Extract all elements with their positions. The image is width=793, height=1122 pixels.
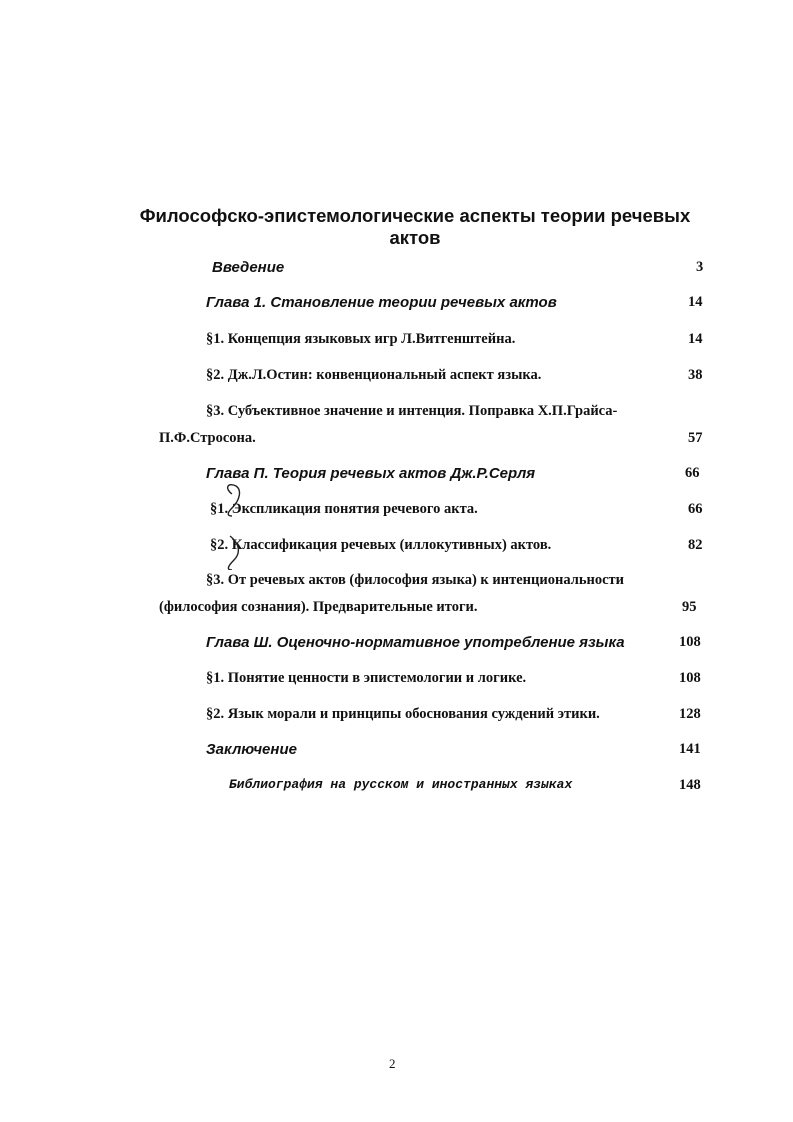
toc-entry-conclusion: [0, 741, 793, 763]
toc-entry-label: Библиография на русском и иностранных языках: [229, 777, 573, 792]
toc-entry-chapter-1: [0, 294, 793, 316]
toc-entry-page: 128: [679, 706, 701, 722]
toc-entry-ch1-s3-line2: [0, 430, 793, 452]
toc-entry-label: П.Ф.Стросона.: [159, 430, 256, 446]
toc-entry-label: §1. Концепция языковых игр Л.Витгенштейна.: [206, 331, 516, 347]
toc-entry-label: (философия сознания). Предварительные итоги.: [159, 599, 478, 615]
toc-entry-page: 38: [688, 367, 703, 383]
toc-entry-label: §2. Язык морали и принципы обоснования суждений этики.: [206, 706, 600, 722]
toc-entry-ch2-s2: [0, 537, 793, 559]
toc-entry-label: §3. От речевых актов (философия языка) к интенциональности: [206, 572, 625, 588]
toc-entry-ch2-s1: [0, 501, 793, 523]
toc-entry-chapter-2: [0, 465, 793, 487]
toc-entry-bibliography: [0, 777, 793, 799]
toc-entry-ch1-s1: [0, 331, 793, 353]
toc-entry-ch3-s1: [0, 670, 793, 692]
toc-entry-label: Глава Ш. Оценочно-нормативное употребление языка: [206, 634, 625, 651]
toc-entry-ch3-s2: [0, 706, 793, 728]
toc-entry-ch1-s3-line1: [0, 403, 793, 425]
toc-entry-label: Глава П. Теория речевых актов Дж.Р.Серля: [206, 465, 536, 482]
toc-entry-label: §3. Субъективное значение и интенция. Поправка Х.П.Грайса-: [206, 403, 618, 419]
toc-entry-page: 3: [696, 259, 704, 275]
handwritten-bracket-mark: [218, 480, 258, 570]
page-number: 2: [389, 1056, 396, 1071]
toc-entry-intro: [0, 259, 793, 281]
toc-entry-label: §1. Понятие ценности в эпистемологии и логике.: [206, 670, 527, 686]
toc-entry-page: 108: [679, 634, 701, 650]
toc-entry-label: Заключение: [206, 741, 297, 758]
toc-entry-label: Глава 1. Становление теории речевых актов: [206, 294, 557, 311]
toc-entry-page: 57: [688, 430, 703, 446]
toc-entry-page: 66: [688, 501, 703, 517]
toc-entry-page: 148: [679, 777, 701, 793]
toc-entry-ch2-s3-line2: [0, 599, 793, 621]
toc-entry-page: 82: [688, 537, 703, 553]
toc-entry-label: §2. Классификация речевых (иллокутивных) актов.: [210, 537, 552, 553]
toc-entry-ch1-s2: [0, 367, 793, 389]
toc-entry-label: §2. Дж.Л.Остин: конвенциональный аспект языка.: [206, 367, 542, 383]
toc-entry-ch2-s3-line1: [0, 572, 793, 594]
toc-entry-chapter-3: [0, 634, 793, 656]
toc-entry-page: 66: [685, 465, 700, 481]
toc-entry-page: 14: [688, 331, 703, 347]
toc-entry-label: Введение: [212, 259, 285, 276]
toc-entry-page: 108: [679, 670, 701, 686]
toc-entry-page: 14: [688, 294, 703, 310]
toc-entry-label: §1. Экспликация понятия речевого акта.: [210, 501, 478, 517]
toc-entry-page: 95: [682, 599, 697, 615]
page-title: Философско-эпистемологические аспекты теории речевых актов: [139, 205, 691, 248]
toc-entry-page: 141: [679, 741, 701, 757]
